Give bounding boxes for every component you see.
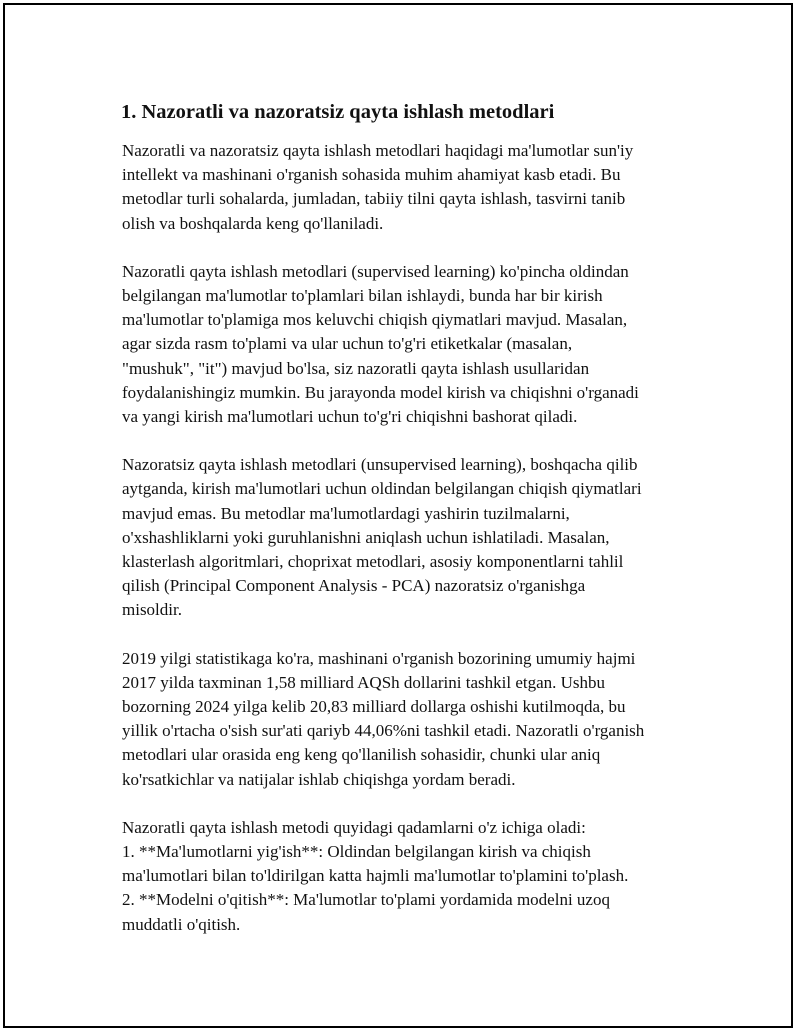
paragraph-supervised — [121, 260, 691, 429]
text-line: Nazoratsiz qayta ishlash metodlari (unsupervised learning), boshqacha qilib — [122, 455, 638, 475]
text-line: mavjud emas. Bu metodlar ma'lumotlardagi yashirin tuzilmalarni, — [122, 503, 570, 523]
text-line: intellekt va mashinani o'rganish sohasida muhim ahamiyat kasb etadi. Bu — [122, 165, 621, 185]
paragraph-unsupervised — [121, 453, 691, 622]
text-line: foydalanishingiz mumkin. Bu jarayonda model kirish va chiqishni o'rganadi — [122, 382, 639, 402]
text-line: ma'lumotlari bilan to'ldirilgan katta hajmli ma'lumotlar to'plamini to'plash. — [122, 866, 629, 886]
text-line: 2019 yilgi statistikaga ko'ra, mashinani o'rganish bozorining umumiy hajmi — [122, 648, 636, 668]
text-line: 2. **Modelni o'qitish**: Ma'lumotlar to'plami yordamida modelni uzoq — [122, 890, 610, 910]
text-line: 1. **Ma'lumotlarni yig'ish**: Oldindan belgilangan kirish va chiqish — [122, 842, 591, 862]
text-line: 2017 yilda taxminan 1,58 milliard AQSh dollarini tashkil etgan. Ushbu — [122, 672, 606, 692]
text-line: va yangi kirish ma'lumotlari uchun to'g'ri chiqishni bashorat qiladi. — [122, 407, 578, 427]
text-line: Nazoratli va nazoratsiz qayta ishlash metodlari haqidagi ma'lumotlar sun'iy — [122, 141, 634, 160]
paragraph-intro — [121, 139, 691, 236]
paragraph-statistics — [121, 647, 691, 792]
text-line: "mushuk", "it") mavjud bo'lsa, siz nazoratli qayta ishlash usullaridan — [122, 358, 590, 378]
text-line: misoldir. — [122, 600, 182, 620]
text-line: metodlar turli sohalarda, jumladan, tabiiy tilni qayta ishlash, tasvirni tanib — [122, 189, 626, 209]
text-line: Nazoratli qayta ishlash metodi quyidagi qadamlarni o'z ichiga oladi: — [122, 817, 586, 837]
paragraph-steps — [121, 816, 691, 937]
text-line: muddatli o'qitish. — [122, 914, 241, 934]
text-line: bozorning 2024 yilga kelib 20,83 milliard dollarga oshishi kutilmoqda, bu — [122, 697, 626, 717]
text-line: belgilangan ma'lumotlar to'plamlari bilan ishlaydi, bunda har bir kirish — [122, 286, 603, 306]
text-line: klasterlash algoritmlari, choprixat metodlari, asosiy komponentlarni tahlil — [122, 552, 624, 572]
text-line: ko'rsatkichlar va natijalar ishlab chiqishga yordam beradi. — [122, 769, 516, 789]
section-heading: 1. Nazoratli va nazoratsiz qayta ishlash metodlari — [121, 101, 555, 123]
text-line: qilish (Principal Component Analysis - PCA) nazoratsiz o'rganishga — [122, 576, 586, 596]
document-body — [121, 97, 691, 937]
text-line: olish va boshqalarda keng qo'llaniladi. — [122, 213, 384, 233]
text-line: Nazoratli qayta ishlash metodlari (supervised learning) ko'pincha oldindan — [122, 261, 629, 281]
document-page — [3, 3, 793, 1028]
text-line: metodlari ular orasida eng keng qo'llanilish sohasidir, chunki ular aniq — [122, 745, 601, 765]
text-line: agar sizda rasm to'plami va ular uchun to'g'ri etiketkalar (masalan, — [122, 334, 573, 354]
text-line: aytganda, kirish ma'lumotlari uchun oldindan belgilangan chiqish qiymatlari — [122, 479, 642, 499]
text-line: ma'lumotlar to'plamiga mos keluvchi chiqish qiymatlari mavjud. Masalan, — [122, 310, 628, 330]
text-line: o'xshashliklarni yoki guruhlanishni aniqlash uchun ishlatiladi. Masalan, — [122, 527, 610, 547]
text-line: yillik o'rtacha o'sish sur'ati qariyb 44,06%ni tashkil etadi. Nazoratli o'rganish — [122, 721, 645, 741]
